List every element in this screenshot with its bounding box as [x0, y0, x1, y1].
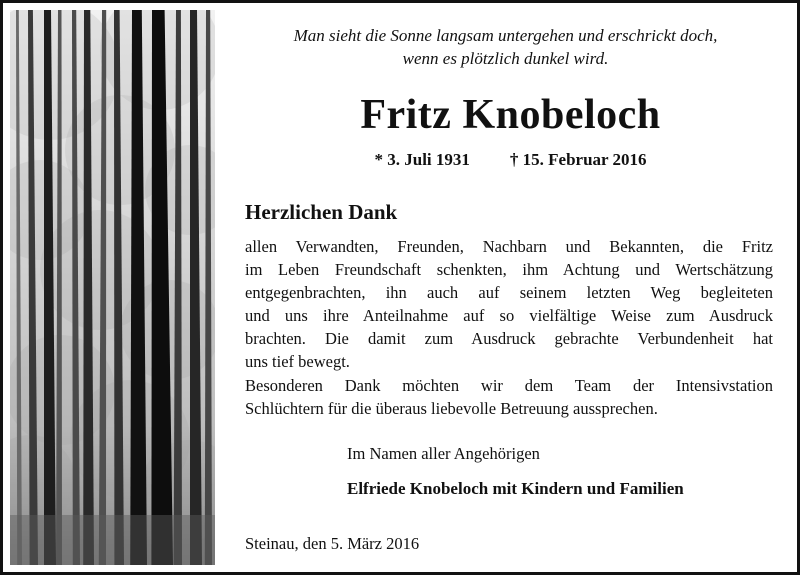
obituary-text: [233, 3, 789, 572]
quote-line-1: Man sieht die Sonne langsam untergehen und erschrickt doch,: [293, 26, 718, 45]
birth-date: * 3. Juli 1931: [374, 150, 470, 169]
text-line: und uns ihre Anteilnahme auf so vielfältige Weise zum Ausdruck: [245, 306, 773, 325]
quote: [233, 24, 778, 70]
signature-name: Elfriede Knobeloch mit Kindern und Familien: [347, 479, 684, 498]
text-line: Besonderen Dank möchten wir dem Team der Intensivstation: [245, 376, 773, 395]
text-line: im Leben Freundschaft schenkten, ihm Achtung und Wertschätzung: [245, 260, 773, 279]
thanks-paragraph-1: [245, 235, 773, 373]
place-and-date: Steinau, den 5. März 2016: [245, 534, 420, 553]
text-line: brachten. Die damit zum Ausdruck gebrachte Verbundenheit hat: [245, 329, 773, 348]
forest-trees-image: [10, 10, 215, 565]
thanks-heading: Herzlichen Dank: [245, 200, 398, 224]
text-line: entgegenbrachten, ihn auch auf seinem letzten Weg begleiteten: [245, 283, 773, 302]
quote-line-2: wenn es plötzlich dunkel wird.: [402, 49, 609, 68]
thanks-paragraph-2: [245, 374, 773, 420]
life-dates: [233, 150, 788, 170]
forest-photo: [10, 10, 215, 565]
text-line: allen Verwandten, Freunden, Nachbarn und Bekannten, die Fritz: [245, 237, 773, 256]
text-line: Schlüchtern für die überaus liebevolle Betreuung aussprechen.: [245, 399, 658, 418]
signature-intro: Im Namen aller Angehörigen: [347, 444, 540, 463]
deceased-name: Fritz Knobeloch: [360, 92, 661, 138]
death-date: † 15. Februar 2016: [509, 150, 647, 169]
text-line: uns tief bewegt.: [245, 352, 350, 371]
